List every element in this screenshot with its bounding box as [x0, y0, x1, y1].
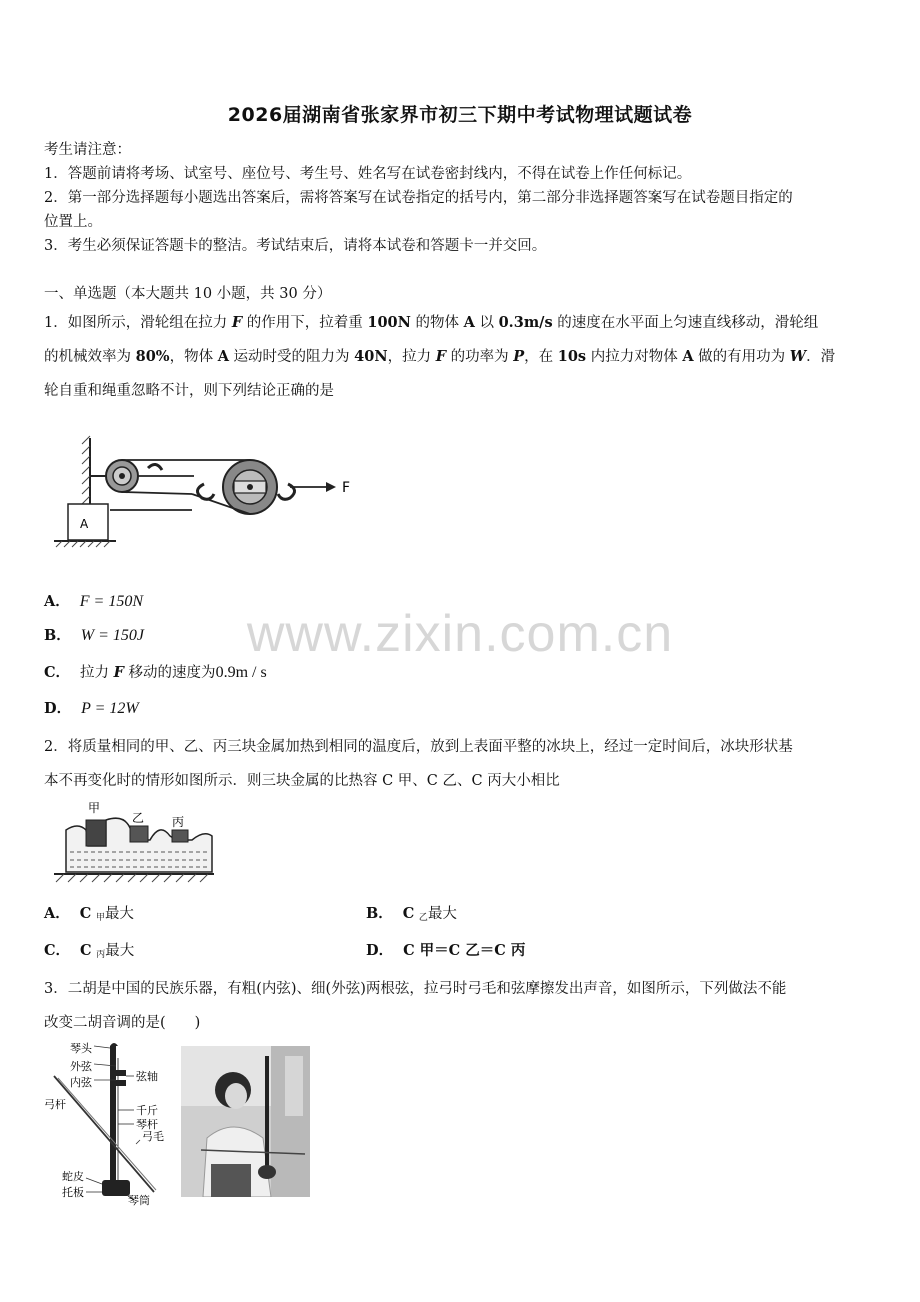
- erhu-label-waixian: 外弦: [70, 1060, 92, 1073]
- q2-label-bing: 丙: [172, 815, 185, 829]
- q2-option-c: C． C $_丙$最大: [44, 942, 135, 960]
- q2-stem-line-1: 2．将质量相同的甲、乙、丙三块金属加热到相同的温度后，放到上表面平整的冰块上，经过一定时间后，冰块形状基: [44, 739, 793, 755]
- notice-item-1: 1．答题前请将考场、试室号、座位号、考生号、姓名写在试卷密封线内，不得在试卷上作任何标记。: [44, 166, 692, 182]
- erhu-label-tuoban: 托板: [62, 1186, 84, 1199]
- watermark: www.zixin.com.cn: [246, 605, 674, 663]
- q1-stem-line-2: 的机械效率为 80%，物体 A 运动时受的阻力为 40N，拉力 F 的功率为 P，在 10s 内拉力对物体 A 做的有用功为 W．滑: [44, 348, 836, 365]
- q1-block-label: A: [80, 517, 89, 531]
- q1-force-label: F: [342, 480, 351, 496]
- q2-number: 2．: [44, 739, 68, 755]
- erhu-label-gonggan: 弓杆: [44, 1098, 66, 1111]
- q1-option-b: B． W = 150J: [44, 627, 144, 644]
- section-heading: 一、单选题（本大题共 10 小题，共 30 分）: [44, 286, 332, 302]
- q2-ice-figure: [44, 800, 220, 886]
- erhu-label-qingan: 琴杆: [136, 1118, 158, 1131]
- erhu-label-qintong: 琴筒: [128, 1194, 150, 1206]
- erhu-label-gongmao: 弓毛: [142, 1130, 164, 1143]
- q1-number: 1．: [44, 315, 68, 331]
- q2-stem-line-2: 本不再变化时的情形如图所示．则三块金属的比热容 C 甲、C 乙、C 丙大小相比: [44, 773, 560, 789]
- erhu-label-xianzhou: 弦轴: [136, 1070, 158, 1083]
- q3-erhu-diagram: [44, 1040, 174, 1206]
- notice-item-2-cont: 位置上。: [44, 214, 102, 230]
- q3-stem-line-2: 改变二胡音调的是( ): [44, 1015, 201, 1031]
- q1-option-c: C． 拉力 F 移动的速度为0.9m / s: [44, 664, 267, 681]
- q3-number: 3．: [44, 981, 68, 997]
- q2-label-yi: 乙: [132, 811, 145, 825]
- erhu-label-qianjin: 千斤: [136, 1104, 158, 1117]
- q3-player-photo: [181, 1046, 310, 1197]
- page-title: 2026届湖南省张家界市初三下期中考试物理试题试卷: [227, 104, 693, 126]
- q1-option-d: D． P = 12W: [44, 700, 139, 717]
- q2-option-d: D． C 甲＝C 乙＝C 丙: [366, 942, 526, 959]
- notice-item-3: 3．考生必须保证答题卡的整洁。考试结束后，请将本试卷和答题卡一并交回。: [44, 238, 547, 254]
- q2-label-jia: 甲: [88, 801, 101, 815]
- notice-heading: 考生请注意：: [44, 142, 131, 158]
- q1-option-a: A． F = 150N: [44, 593, 144, 610]
- q1-stem-line-3: 轮自重和绳重忽略不计，则下列结论正确的是: [44, 383, 334, 399]
- q2-option-a: A． C $_甲$最大: [44, 905, 134, 923]
- q1-stem-line-1: 1．如图所示，滑轮组在拉力 F 的作用下，拉着重 100N 的物体 A 以 0.3m/s 的速度在水平面上匀速直线移动，滑轮组: [44, 314, 819, 331]
- q1-pulley-figure: [44, 432, 364, 552]
- erhu-label-neixian: 内弦: [70, 1076, 92, 1089]
- erhu-label-qintou: 琴头: [70, 1042, 92, 1055]
- notice-item-2: 2．第一部分选择题每小题选出答案后，需将答案写在试卷指定的括号内，第二部分非选择题答案写在试卷题目指定的: [44, 190, 793, 206]
- erhu-label-shepi: 蛇皮: [62, 1170, 84, 1183]
- q3-stem-line-1: 3．二胡是中国的民族乐器，有粗(内弦)、细(外弦)两根弦，拉弓时弓毛和弦摩擦发出声音，如图所示，下列做法不能: [44, 981, 787, 997]
- q2-option-b: B． C $_乙$最大: [366, 905, 457, 923]
